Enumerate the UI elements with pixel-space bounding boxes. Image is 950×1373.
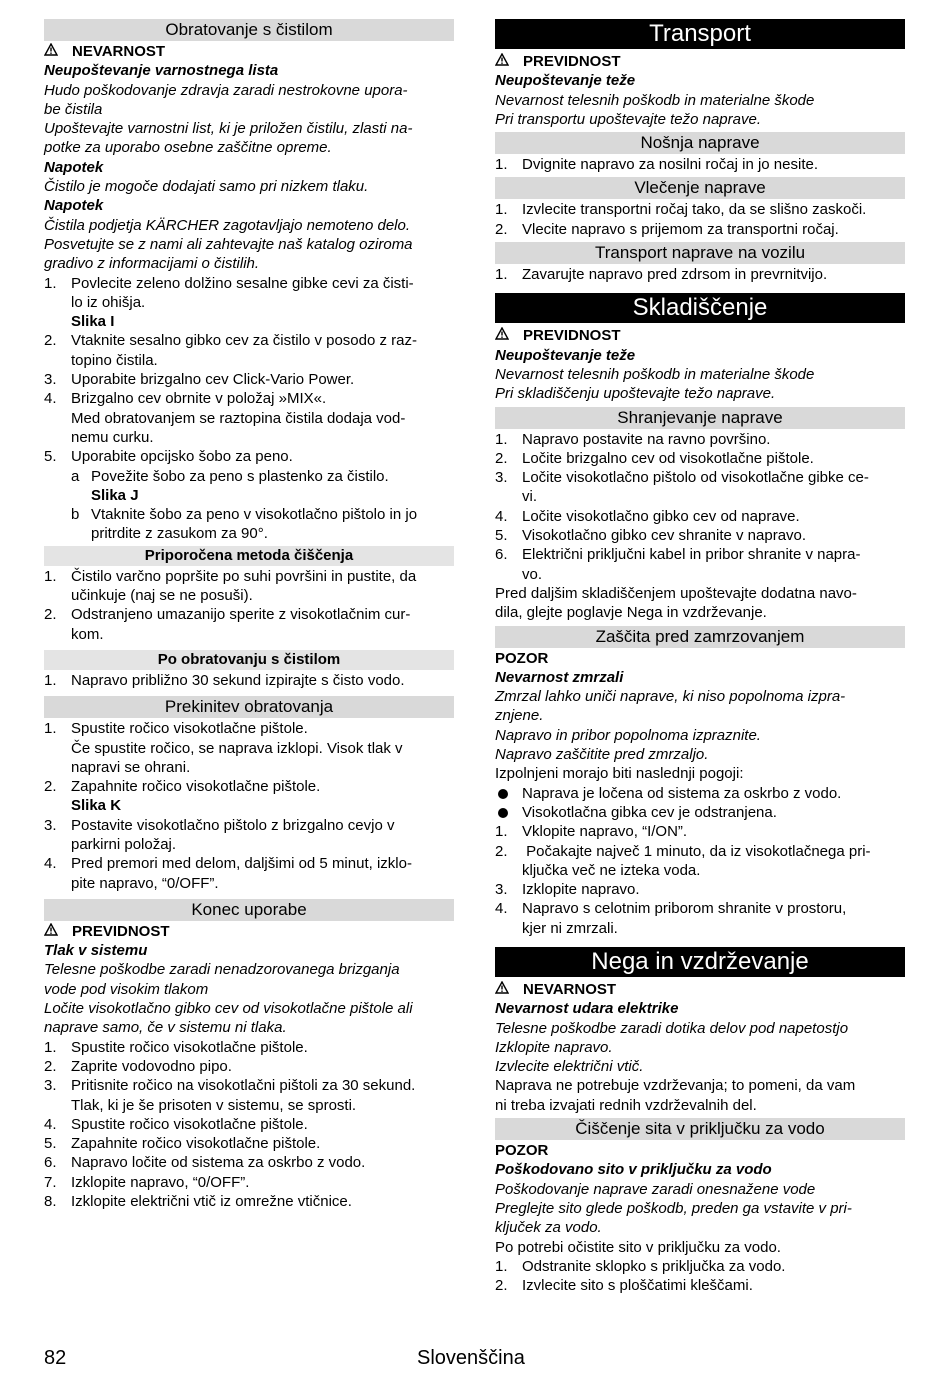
text-line: Spustite ročico visokotlačne pištole. (71, 1038, 308, 1056)
list-item (495, 842, 905, 881)
list-letter: b (71, 506, 80, 524)
text-line: Zapahnite ročico visokotlačne pištole. (71, 1135, 321, 1153)
list-number: 5. (495, 527, 508, 545)
text-line: Odstranite sklopko s priključka za vodo. (522, 1257, 786, 1275)
list-number: 2. (495, 842, 508, 860)
text-line: pite napravo, “0/OFF”. (71, 874, 219, 892)
text-line: topino čistila. (71, 351, 158, 369)
list-item (44, 1115, 454, 1134)
section-heading: Nošnja naprave (495, 132, 905, 154)
text-line: kjer ni zmrzali. (522, 919, 618, 937)
note-label: Napotek (44, 158, 104, 176)
list-item (44, 447, 454, 466)
text-line: Ločite brizgalno cev od visokotlačne pištole. (522, 449, 814, 467)
list-item (495, 265, 905, 284)
text-line: Povlecite zeleno dolžino sesalne gibke cevi za čisti- (71, 274, 414, 292)
warning-triangle-icon (495, 326, 523, 345)
text-line: Poškodovanje naprave zaradi onesnažene vode (495, 1180, 816, 1198)
warning-subject: Nevarnost zmrzali (495, 668, 624, 686)
section-heading: Transport naprave na vozilu (495, 242, 905, 264)
list-number: 6. (44, 1154, 57, 1172)
text-line: Pred daljšim skladiščenjem upoštevajte dodatna navo- (495, 584, 857, 602)
text-line: učinkuje (naj se ne posuši). (71, 587, 253, 605)
text-line: Zaprite vodovodno pipo. (71, 1057, 232, 1075)
text-line: Telesne poškodbe zaradi dotika delov pod napetostjo (495, 1019, 849, 1037)
list-number: 2. (44, 606, 57, 624)
text-line: Zavarujte napravo pred zdrsom in prevrnitvijo. (522, 266, 828, 284)
list-number: 5. (44, 1135, 57, 1153)
list-item (495, 1276, 905, 1295)
warning-label (44, 922, 454, 941)
text-line: ključek za vodo. (495, 1219, 602, 1237)
sub-list-item (44, 467, 454, 506)
text-line: Vtaknite sesalno gibko cev za čistilo v posodo z raz- (71, 332, 418, 350)
list-item (495, 880, 905, 899)
warning-triangle-icon (495, 980, 523, 999)
text-line: Vlecite napravo s prijemom za transportni ročaj. (522, 220, 839, 238)
list-item (495, 468, 905, 507)
list-number: 8. (44, 1193, 57, 1211)
list-number: 3. (44, 816, 57, 834)
text-line: Nevarnost telesnih poškodb in materialne škode (495, 91, 815, 109)
list-number: 2. (44, 1057, 57, 1075)
list-number: 4. (44, 390, 57, 408)
list-item (495, 507, 905, 526)
footer-language: Slovenščina (417, 1347, 525, 1369)
list-number: 7. (44, 1173, 57, 1191)
text-line: napravi se ohrani. (71, 758, 191, 776)
warning-text: PREVIDNOST (523, 53, 621, 70)
subsection-heading: Priporočena metoda čiščenja (44, 546, 454, 566)
text-line: vo. (522, 565, 543, 583)
sub-list-item (44, 505, 454, 544)
text-line: Vtaknite šobo za peno v visokotlačno pištolo in jo (91, 506, 418, 524)
text-line: Napravo postavite na ravno površino. (522, 430, 771, 448)
list-number: 1. (44, 1038, 57, 1056)
text-line: Napravo s celotnim priborom shranite v prostoru, (522, 900, 847, 918)
text-line: Napravo približno 30 sekund izpirajte s čisto vodo. (71, 671, 405, 689)
figure-reference: Slika J (91, 486, 139, 504)
list-item (44, 1192, 454, 1211)
list-number: 5. (44, 448, 57, 466)
bullet-icon (498, 789, 508, 799)
text-line: Izklopite električni vtič iz omrežne vtičnice. (71, 1193, 352, 1211)
warning-subject: Neupoštevanje teže (495, 72, 636, 90)
text-line: Spustite ročico visokotlačne pištole. (71, 1115, 308, 1133)
list-number: 4. (44, 1115, 57, 1133)
list-number: 1. (495, 201, 508, 219)
text-line: Čistila podjetja KÄRCHER zagotavljajo nemoteno delo. (44, 216, 411, 234)
list-number: 3. (495, 881, 508, 899)
warning-subject: Poškodovano sito v priključku za vodo (495, 1161, 772, 1179)
list-item (44, 274, 454, 332)
text-line: Po potrebi očistite sito v priključku za vodo. (495, 1238, 781, 1256)
text-line: Pri skladiščenju upoštevajte težo naprave. (495, 385, 776, 403)
list-number: 2. (495, 1277, 508, 1295)
text-line: Izpolnjeni morajo biti naslednji pogoji: (495, 765, 744, 783)
text-line: Postavite visokotlačno pištolo z brizgalno cevjo v (71, 816, 395, 834)
text-line: Posvetujte se z nami ali zahtevajte naš katalog oziroma (44, 235, 413, 253)
text-line: lo iz ohišja. (71, 293, 146, 311)
list-item (495, 430, 905, 449)
list-number: 4. (495, 507, 508, 525)
list-item (495, 220, 905, 239)
note-label: Napotek (44, 197, 104, 215)
list-item (44, 1134, 454, 1153)
list-item (44, 1153, 454, 1172)
text-line: Pri transportu upoštevajte težo naprave. (495, 110, 761, 128)
section-heading: Zaščita pred zamrzovanjem (495, 626, 905, 648)
text-line: Tlak, ki je še prisoten v sistemu, se sprosti. (71, 1096, 357, 1114)
text-line: Pred premori med delom, daljšimi od 5 minut, izklo- (71, 855, 412, 873)
warning-subject: Neupoštevanje teže (495, 346, 636, 364)
list-item (44, 719, 454, 777)
section-heading: Konec uporabe (44, 899, 454, 921)
list-number: 3. (44, 371, 57, 389)
list-number: 2. (495, 449, 508, 467)
list-item (44, 1076, 454, 1115)
text-line: Naprava ne potrebuje vzdrževanja; to pomeni, da vam (495, 1077, 856, 1095)
list-number: 3. (495, 469, 508, 487)
text-line: ključka več ne izteka voda. (522, 861, 701, 879)
text-line: Čistilo je mogoče dodajati samo pri nizkem tlaku. (44, 178, 369, 196)
text-line: Brizgalno cev obrnite v položaj »MIX«. (71, 390, 327, 408)
figure-reference: Slika I (71, 313, 115, 331)
section-heading: Shranjevanje naprave (495, 407, 905, 429)
warning-text: NEVARNOST (72, 43, 166, 60)
text-line: Izvlecite električni vtič. (495, 1058, 644, 1076)
text-line: Vklopite napravo, “I/ON”. (522, 823, 688, 841)
warning-triangle-icon (44, 42, 72, 61)
text-line: Zapahnite ročico visokotlačne pištole. (71, 778, 321, 796)
text-line: Napravo in pribor popolnoma izpraznite. (495, 726, 761, 744)
text-line: naprave samo, če v sistemu ni tlaka. (44, 1019, 287, 1037)
list-item (495, 1257, 905, 1276)
list-item (495, 526, 905, 545)
list-item (44, 1038, 454, 1057)
list-item (44, 370, 454, 389)
list-item (495, 449, 905, 468)
list-number: 1. (495, 156, 508, 174)
list-number: 1. (44, 671, 57, 689)
text-line: Odstranjeno umazanijo sperite z visokotlačnim cur- (71, 606, 411, 624)
text-line: potke za uporabo osebne zaščitne opreme. (44, 139, 332, 157)
text-line: dila, glejte poglavje Nega in vzdrževanje. (495, 604, 767, 622)
warning-subject: Tlak v sistemu (44, 942, 148, 960)
text-line: Visokotlačna gibka cev je odstranjena. (522, 803, 777, 821)
list-number: 1. (44, 274, 57, 292)
warning-text: NEVARNOST (523, 980, 617, 998)
text-line: Zmrzal lahko uniči naprave, ki niso popolnoma izpra- (495, 688, 846, 706)
text-line: Upoštevajte varnostni list, ki je priložen čistilu, zlasti na- (44, 120, 413, 138)
text-line: Izklopite napravo. (495, 1038, 613, 1056)
text-line: Nevarnost telesnih poškodb in materialne škode (495, 365, 815, 383)
text-line: Naprava je ločena od sistema za oskrbo z vodo. (522, 784, 842, 802)
list-item (495, 899, 905, 938)
list-number: 2. (44, 778, 57, 796)
text-line: parkirni položaj. (71, 835, 177, 853)
list-number: 1. (495, 1257, 508, 1275)
list-item (44, 1173, 454, 1192)
list-number: 6. (495, 546, 508, 564)
list-number: 3. (44, 1077, 57, 1095)
bullet-item (495, 803, 905, 822)
list-item (495, 822, 905, 841)
list-item (44, 854, 454, 893)
list-item (44, 567, 454, 606)
right-column (495, 19, 905, 1295)
list-item (495, 545, 905, 584)
list-item (495, 155, 905, 174)
section-heading: Obratovanje s čistilom (44, 19, 454, 41)
text-line: pritrdite z zasukom za 90°. (91, 525, 268, 543)
chapter-heading: Nega in vzdrževanje (495, 947, 905, 977)
list-item (44, 816, 454, 855)
warning-label (495, 326, 905, 345)
text-line: nemu curku. (71, 428, 154, 446)
text-line: Dvignite napravo za nosilni ročaj in jo nesite. (522, 156, 818, 174)
section-heading: Čiščenje sita v priključku za vodo (495, 1118, 905, 1140)
chapter-heading: Transport (495, 19, 905, 49)
list-item (44, 389, 454, 447)
text-line: Uporabite brizgalno cev Click-Vario Power. (71, 371, 355, 389)
warning-subject: Nevarnost udara elektrike (495, 1000, 679, 1018)
text-line: vode pod visokim tlakom (44, 980, 209, 998)
warning-label (495, 52, 905, 71)
text-line: Če spustite ročico, se naprava izklopi. Visok tlak v (71, 739, 403, 757)
warning-subject: Neupoštevanje varnostnega lista (44, 62, 279, 80)
bullet-icon (498, 808, 508, 818)
left-column (44, 19, 454, 1211)
caution-label: POZOR (495, 649, 549, 667)
text-line: Počakajte največ 1 minuto, da iz visokotlačnega pri- (522, 842, 871, 860)
text-line: Ločite visokotlačno gibko cev od naprave. (522, 507, 800, 525)
text-line: Med obratovanjem se raztopina čistila dodaja vod- (71, 409, 406, 427)
text-line: Električni priključni kabel in pribor shranite v napra- (522, 546, 861, 564)
text-line: Pritisnite ročico na visokotlačni pištoli za 30 sekund. (71, 1077, 416, 1095)
warning-triangle-icon (44, 922, 72, 941)
subsection-heading: Po obratovanju s čistilom (44, 650, 454, 670)
list-number: 1. (44, 567, 57, 585)
text-line: Čistilo varčno popršite po suhi površini in pustite, da (71, 567, 417, 585)
figure-reference: Slika K (71, 797, 122, 815)
text-line: kom. (71, 625, 104, 643)
list-number: 2. (495, 220, 508, 238)
text-line: Izklopite napravo, “0/OFF”. (71, 1173, 250, 1191)
warning-text: PREVIDNOST (72, 922, 170, 940)
warning-label (44, 42, 454, 61)
list-number: 1. (495, 266, 508, 284)
list-item (44, 1057, 454, 1076)
list-number: 2. (44, 332, 57, 350)
list-item (495, 200, 905, 219)
warning-triangle-icon (495, 52, 523, 71)
text-line: Izklopite napravo. (522, 881, 640, 899)
text-line: Uporabite opcijsko šobo za peno. (71, 448, 293, 466)
list-number: 4. (495, 900, 508, 918)
list-item (44, 605, 454, 644)
text-line: ni treba izvajati rednih vzdrževalnih del. (495, 1096, 757, 1114)
text-line: Ločite visokotlačno pištolo od visokotlačne gibke ce- (522, 469, 869, 487)
chapter-heading: Skladiščenje (495, 293, 905, 323)
caution-label: POZOR (495, 1142, 549, 1160)
warning-label (495, 980, 905, 999)
list-number: 1. (495, 823, 508, 841)
text-line: Hudo poškodovanje zdravja zaradi nestrokovne upora- (44, 81, 408, 99)
list-number: 1. (44, 720, 57, 738)
list-number: 4. (44, 855, 57, 873)
text-line: Visokotlačno gibko cev shranite v napravo. (522, 527, 807, 545)
text-line: gradivo z informacijami o čistilih. (44, 255, 260, 273)
section-heading: Prekinitev obratovanja (44, 696, 454, 718)
list-item (44, 777, 454, 816)
section-heading: Vlečenje naprave (495, 177, 905, 199)
text-line: Povežite šobo za peno s plastenko za čistilo. (91, 467, 389, 485)
page-number: 82 (44, 1347, 67, 1369)
list-item (44, 671, 454, 690)
text-line: Ločite visokotlačno gibko cev od visokotlačne pištole ali (44, 1000, 413, 1018)
text-line: be čistila (44, 100, 103, 118)
list-item (44, 331, 454, 370)
text-line: Izvlecite sito s ploščatimi kleščami. (522, 1277, 753, 1295)
text-line: Izvlecite transportni ročaj tako, da se slišno zaskoči. (522, 201, 867, 219)
text-line: znjene. (495, 707, 544, 725)
text-line: Telesne poškodbe zaradi nenadzorovanega brizganja (44, 961, 400, 979)
warning-text: PREVIDNOST (523, 327, 621, 345)
text-line: Preglejte sito glede poškodb, preden ga vstavite v pri- (495, 1199, 852, 1217)
bullet-item (495, 784, 905, 803)
text-line: vi. (522, 488, 537, 506)
list-letter: a (71, 467, 80, 485)
list-number: 1. (495, 430, 508, 448)
text-line: Napravo zaščitite pred zmrzaljo. (495, 746, 709, 764)
text-line: Spustite ročico visokotlačne pištole. (71, 720, 308, 738)
text-line: Napravo ločite od sistema za oskrbo z vodo. (71, 1154, 366, 1172)
